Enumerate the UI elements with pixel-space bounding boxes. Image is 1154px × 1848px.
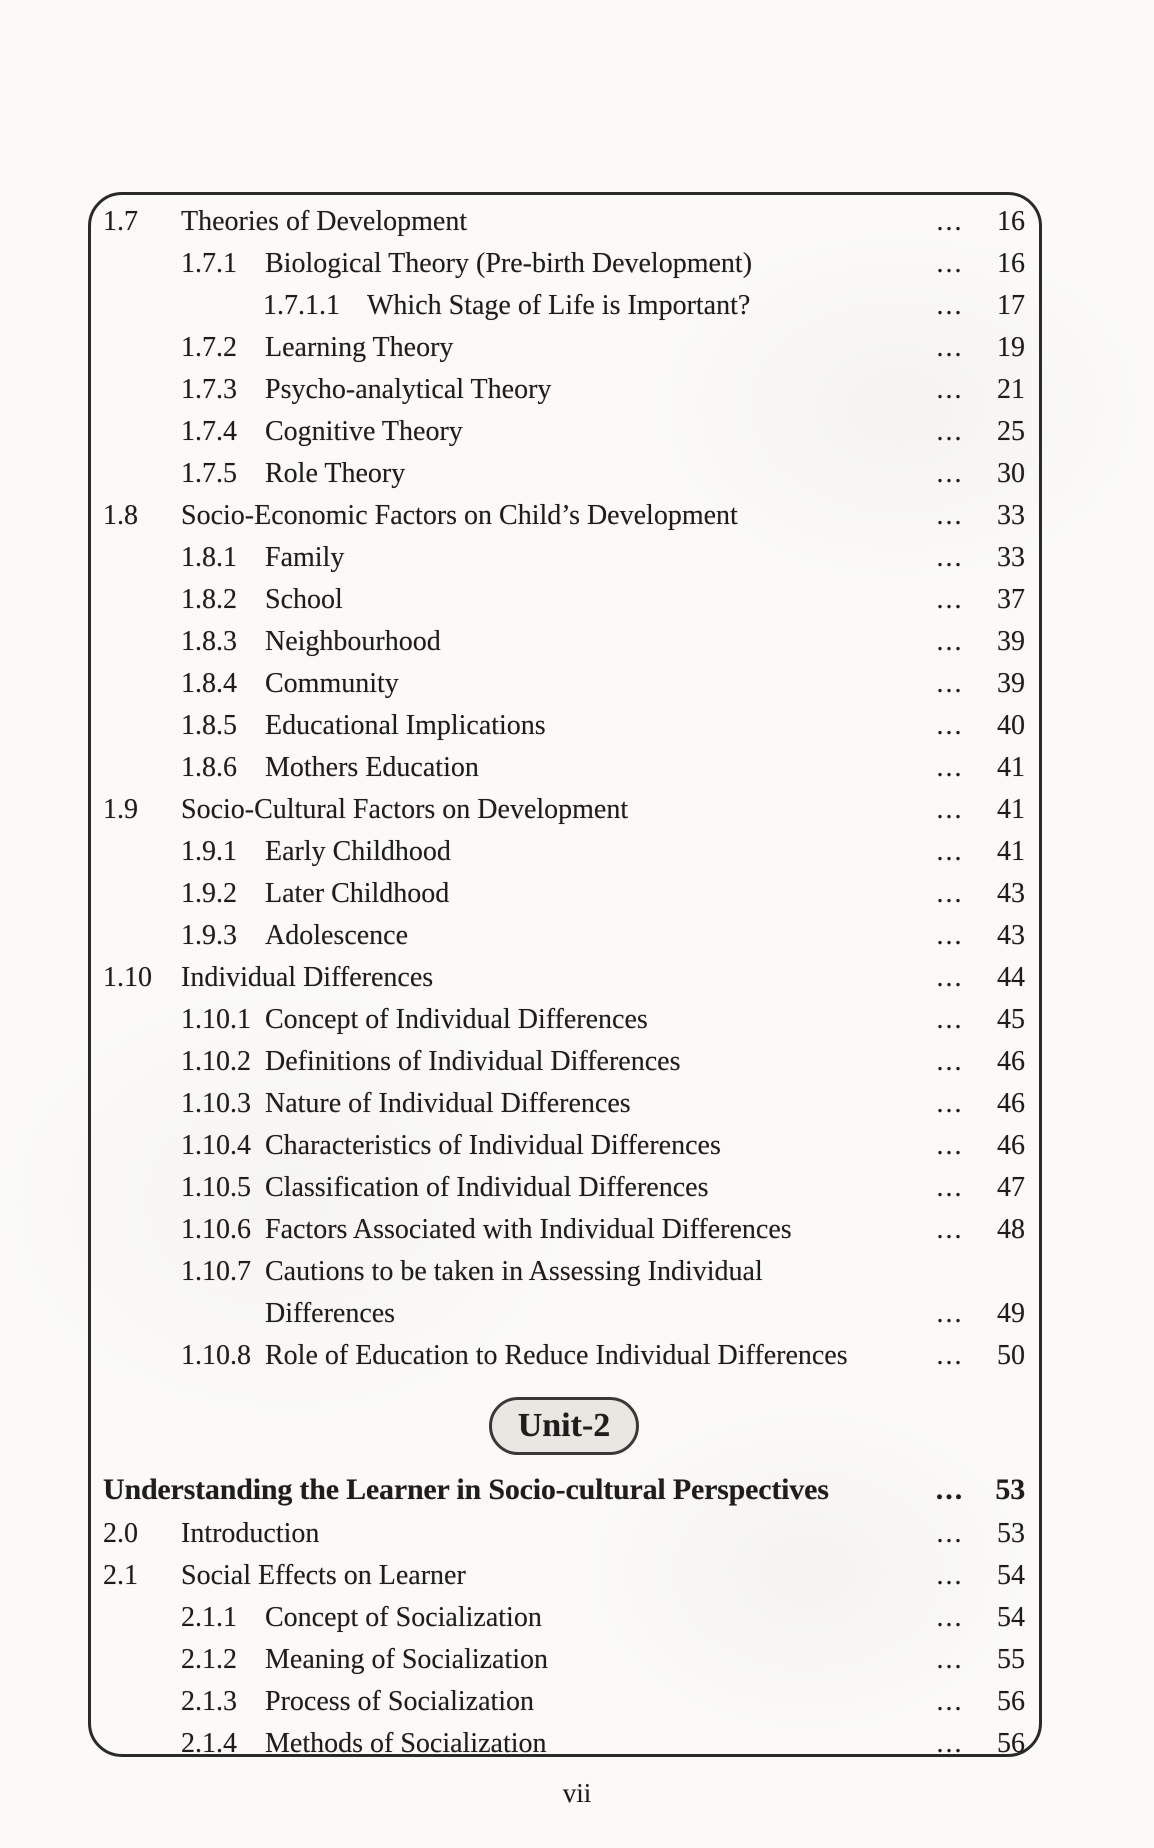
entry-dots: ... [936, 1130, 964, 1161]
entry-dots: ... [936, 1088, 964, 1119]
entry-number: 2.0 [103, 1518, 138, 1549]
entry-dots: ... [936, 626, 964, 657]
entry-title: Classification of Individual Differences [265, 1172, 709, 1203]
toc-entry [103, 285, 1025, 327]
entry-dots: ... [936, 1340, 964, 1371]
entry-title: Cognitive Theory [265, 416, 463, 447]
toc-entry [103, 579, 1025, 621]
toc-entry [103, 369, 1025, 411]
toc-box [88, 192, 1042, 1757]
entry-number: 1.7.2 [181, 332, 237, 363]
entry-title: Psycho-analytical Theory [265, 374, 552, 405]
toc-section-unit1 [103, 201, 1025, 1377]
toc-entry [103, 663, 1025, 705]
entry-title: Mothers Education [265, 752, 479, 783]
entry-page: 33 [997, 542, 1025, 573]
toc-entry [103, 453, 1025, 495]
entry-title: Learning Theory [265, 332, 454, 363]
entry-dots: ... [936, 374, 964, 405]
entry-page: 16 [997, 248, 1025, 279]
entry-title: School [265, 584, 343, 615]
entry-page: 54 [997, 1602, 1025, 1633]
toc-entry [103, 537, 1025, 579]
toc-entry [103, 1597, 1025, 1639]
entry-number: 1.8.4 [181, 668, 237, 699]
entry-number: 1.8.3 [181, 626, 237, 657]
entry-page: 40 [997, 710, 1025, 741]
entry-dots: ... [936, 1172, 964, 1203]
entry-number: 1.8.1 [181, 542, 237, 573]
toc-entry [103, 201, 1025, 243]
entry-title: Role of Education to Reduce Individual Differences [265, 1340, 848, 1371]
entry-number: 2.1.3 [181, 1686, 237, 1717]
entry-title: Meaning of Socialization [265, 1644, 549, 1675]
entry-title: Family [265, 542, 345, 573]
entry-number: 1.9 [103, 794, 138, 825]
entry-title: Concept of Socialization [265, 1602, 542, 1633]
unit-2-heading-dots: ... [935, 1473, 965, 1506]
entry-page: 47 [997, 1172, 1025, 1203]
entry-number: 1.7 [103, 206, 138, 237]
toc-entry [103, 621, 1025, 663]
toc-entry [103, 1555, 1025, 1597]
entry-number: 1.8.2 [181, 584, 237, 615]
entry-page: 16 [997, 206, 1025, 237]
toc-entry [103, 243, 1025, 285]
entry-page: 50 [997, 1340, 1025, 1371]
entry-title: Definitions of Individual Differences [265, 1046, 681, 1077]
entry-page: 45 [997, 1004, 1025, 1035]
entry-number: 1.10.4 [181, 1130, 251, 1161]
toc-entry [103, 873, 1025, 915]
entry-title: Socio-Economic Factors on Child’s Development [181, 500, 738, 531]
entry-title: Early Childhood [265, 836, 451, 867]
entry-dots: ... [936, 878, 964, 909]
entry-page: 46 [997, 1046, 1025, 1077]
entry-page: 41 [997, 752, 1025, 783]
entry-page: 39 [997, 626, 1025, 657]
entry-title: Community [265, 668, 399, 699]
entry-number: 2.1.1 [181, 1602, 237, 1633]
entry-title: Adolescence [265, 920, 409, 951]
toc-entry [103, 831, 1025, 873]
entry-number: 1.7.1 [181, 248, 237, 279]
toc-entry [103, 747, 1025, 789]
entry-title: Educational Implications [265, 710, 546, 741]
entry-title: Characteristics of Individual Differences [265, 1130, 721, 1161]
toc-entry [103, 1251, 1025, 1293]
toc-entry [103, 1125, 1025, 1167]
entry-number: 1.7.3 [181, 374, 237, 405]
entry-page: 37 [997, 584, 1025, 615]
entry-title: Socio-Cultural Factors on Development [181, 794, 629, 825]
entry-page: 25 [997, 416, 1025, 447]
entry-dots: ... [936, 416, 964, 447]
toc-entry [103, 1639, 1025, 1681]
entry-dots: ... [936, 836, 964, 867]
entry-number: 1.10.5 [181, 1172, 251, 1203]
toc-entry [103, 1293, 1025, 1335]
unit-2-badge-container [103, 1385, 1025, 1467]
entry-dots: ... [936, 332, 964, 363]
entry-title: Nature of Individual Differences [265, 1088, 631, 1119]
entry-dots: ... [936, 500, 964, 531]
entry-dots: ... [936, 962, 964, 993]
entry-dots: ... [936, 920, 964, 951]
entry-title: Introduction [181, 1518, 320, 1549]
entry-page: 19 [997, 332, 1025, 363]
entry-dots: ... [936, 1298, 964, 1329]
entry-dots: ... [936, 1644, 964, 1675]
entry-page: 53 [997, 1518, 1025, 1549]
entry-page: 56 [997, 1686, 1025, 1717]
toc-section-unit2 [103, 1513, 1025, 1765]
entry-dots: ... [936, 1602, 964, 1633]
entry-dots: ... [936, 584, 964, 615]
entry-page: 48 [997, 1214, 1025, 1245]
entry-dots: ... [936, 1518, 964, 1549]
entry-number: 1.9.2 [181, 878, 237, 909]
entry-title: Factors Associated with Individual Differences [265, 1214, 792, 1245]
entry-number: 1.10.6 [181, 1214, 251, 1245]
entry-title: Concept of Individual Differences [265, 1004, 648, 1035]
entry-page: 49 [997, 1298, 1025, 1329]
entry-number: 1.9.1 [181, 836, 237, 867]
entry-dots: ... [936, 458, 964, 489]
entry-title: Biological Theory (Pre-birth Development) [265, 248, 753, 279]
entry-number: 1.10 [103, 962, 152, 993]
toc-entry [103, 411, 1025, 453]
entry-page: 56 [997, 1728, 1025, 1759]
entry-title: Neighbourhood [265, 626, 441, 657]
entry-dots: ... [936, 1004, 964, 1035]
entry-title: Which Stage of Life is Important? [367, 290, 751, 321]
toc-entry [103, 1041, 1025, 1083]
entry-title: Later Childhood [265, 878, 450, 909]
entry-number: 1.10.2 [181, 1046, 251, 1077]
entry-page: 54 [997, 1560, 1025, 1591]
entry-number: 1.10.3 [181, 1088, 251, 1119]
entry-dots: ... [936, 794, 964, 825]
entry-title: Role Theory [265, 458, 406, 489]
entry-dots: ... [936, 1046, 964, 1077]
toc-entry [103, 999, 1025, 1041]
entry-dots: ... [936, 752, 964, 783]
entry-page: 46 [997, 1130, 1025, 1161]
entry-number: 2.1 [103, 1560, 138, 1591]
entry-page: 33 [997, 500, 1025, 531]
entry-dots: ... [936, 542, 964, 573]
unit-2-badge: Unit-2 [489, 1397, 640, 1455]
entry-dots: ... [936, 1686, 964, 1717]
toc-entry [103, 789, 1025, 831]
toc-entry [103, 1513, 1025, 1555]
entry-dots: ... [936, 1728, 964, 1759]
page-number-footer: vii [562, 1778, 592, 1808]
entry-title: Differences [265, 1298, 396, 1329]
toc-entry [103, 915, 1025, 957]
toc-entry [103, 1681, 1025, 1723]
unit-2-heading-title: Understanding the Learner in Socio-cultural Perspectives [103, 1473, 829, 1506]
entry-page: 44 [997, 962, 1025, 993]
unit-2-heading-page: 53 [995, 1473, 1025, 1506]
entry-page: 39 [997, 668, 1025, 699]
entry-page: 41 [997, 794, 1025, 825]
entry-title: Methods of Socialization [265, 1728, 547, 1759]
entry-number: 2.1.2 [181, 1644, 237, 1675]
entry-number: 1.10.8 [181, 1340, 251, 1371]
entry-page: 46 [997, 1088, 1025, 1119]
toc-entry [103, 495, 1025, 537]
entry-dots: ... [936, 206, 964, 237]
entry-number: 1.10.1 [181, 1004, 251, 1035]
entry-number: 1.8.6 [181, 752, 237, 783]
unit-2-heading-row [103, 1467, 1025, 1513]
entry-page: 30 [997, 458, 1025, 489]
entry-title: Social Effects on Learner [181, 1560, 466, 1591]
entry-page: 41 [997, 836, 1025, 867]
entry-page: 17 [997, 290, 1025, 321]
entry-dots: ... [936, 1214, 964, 1245]
entry-number: 1.8 [103, 500, 138, 531]
entry-page: 21 [997, 374, 1025, 405]
toc-entry [103, 1335, 1025, 1377]
entry-number: 1.8.5 [181, 710, 237, 741]
toc-entry [103, 1083, 1025, 1125]
toc-entry [103, 327, 1025, 369]
toc-entry [103, 1723, 1025, 1765]
entry-number: 2.1.4 [181, 1728, 237, 1759]
entry-title: Individual Differences [181, 962, 434, 993]
entry-page: 55 [997, 1644, 1025, 1675]
entry-number: 1.10.7 [181, 1256, 251, 1287]
entry-page: 43 [997, 878, 1025, 909]
entry-title: Cautions to be taken in Assessing Individual [265, 1256, 763, 1287]
entry-dots: ... [936, 1560, 964, 1591]
entry-number: 1.7.5 [181, 458, 237, 489]
toc-entry [103, 1167, 1025, 1209]
entry-dots: ... [936, 710, 964, 741]
toc-entry [103, 957, 1025, 999]
entry-title: Process of Socialization [265, 1686, 535, 1717]
entry-dots: ... [936, 248, 964, 279]
toc-entry [103, 705, 1025, 747]
toc-entry [103, 1209, 1025, 1251]
entry-page: 43 [997, 920, 1025, 951]
entry-number: 1.7.1.1 [263, 290, 340, 321]
entry-number: 1.9.3 [181, 920, 237, 951]
entry-dots: ... [936, 290, 964, 321]
entry-number: 1.7.4 [181, 416, 237, 447]
entry-dots: ... [936, 668, 964, 699]
entry-title: Theories of Development [181, 206, 468, 237]
